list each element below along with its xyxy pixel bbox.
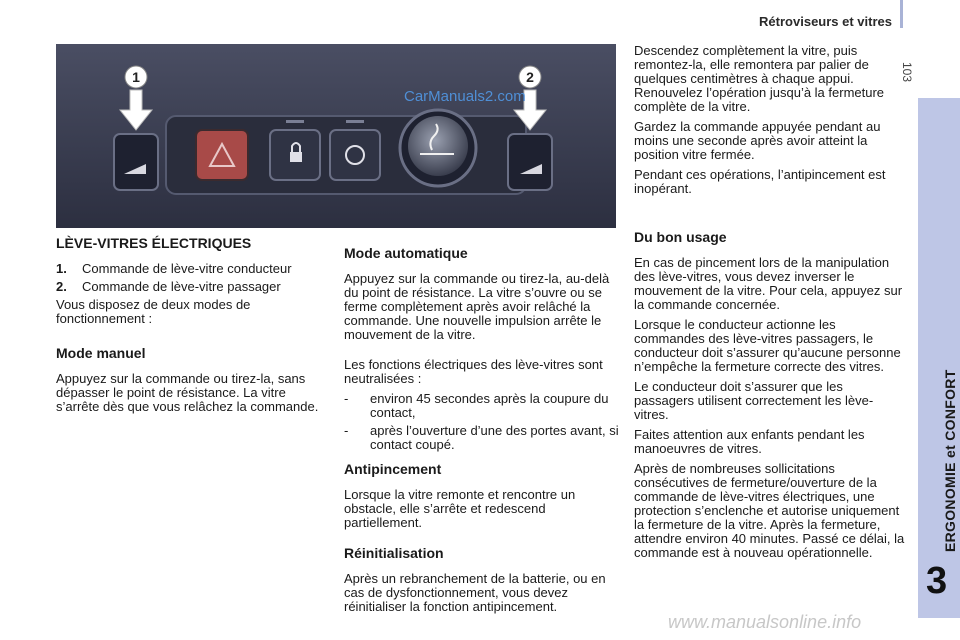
list-item <box>344 424 620 452</box>
reset-step-paragraph-2: Gardez la commande appuyée pendant au moins une seconde après avoir atteint la position vitre fermée. <box>634 119 881 162</box>
list-item <box>344 392 620 420</box>
manual-mode-text: Appuyez sur la commande ou tirez-la, sans dépasser le point de résistance. La vitre s’arrête dès que vous relâchez la commande. <box>56 371 319 414</box>
list-item <box>56 280 332 294</box>
child-lock-button <box>330 120 380 180</box>
usage-paragraph-3: Le conducteur doit s’assurer que les passagers utilisent correctement les lève-vitres. <box>634 379 874 422</box>
column-1 <box>56 236 332 420</box>
antipinch-heading: Antipincement <box>344 461 442 477</box>
driver-window-switch <box>114 134 158 190</box>
list-item-number: 1. <box>56 261 67 276</box>
page-header-title: Rétroviseurs et vitres <box>759 14 892 29</box>
manual-mode-heading: Mode manuel <box>56 345 146 361</box>
dash-list <box>344 392 620 452</box>
auto-mode-heading: Mode automatique <box>344 245 468 261</box>
reset-heading: Réinitialisation <box>344 545 444 561</box>
header-rule <box>900 0 903 28</box>
numbered-list <box>56 262 332 294</box>
callout-number-2: 2 <box>526 69 534 85</box>
list-item-text: Commande de lève-vitre passager <box>82 279 281 294</box>
list-item <box>56 262 332 276</box>
footer-watermark: www.manualsonline.info <box>668 612 862 632</box>
list-item-number: 2. <box>56 279 67 294</box>
antipinch-text: Lorsque la vitre remonte et rencontre un obstacle, elle s’arrête et redescend partiellement. <box>344 487 576 530</box>
auto-mode-paragraph-1: Appuyez sur la commande ou tirez-la, au-delà du point de résistance. La vitre s’ouvre ou se ferme complètement après avoir relâché la commande. Une nouvelle impulsion arrête le mouvement de la vitre. <box>344 271 610 342</box>
reset-text: Après un rebranchement de la batterie, ou en cas de dysfonctionnement, vous devez réinitialiser la fonction antipincement. <box>344 571 606 614</box>
reset-step-paragraph-1: Descendez complètement la vitre, puis remontez-la, elle remontera par palier de quelques centimètres à chaque appui. Renouvelez l’opération jusqu’à la fermeture complète de la vitre. <box>634 43 885 114</box>
callout-number-1: 1 <box>132 69 140 85</box>
list-item-dash: - <box>344 423 349 438</box>
usage-paragraph-1: En cas de pincement lors de la manipulation des lève-vitres, vous devez inverser le mouvement de la vitre. Pour cela, appuyez sur la commande concernée. <box>634 255 903 312</box>
chapter-tab-label: ERGONOMIE et CONFORT <box>942 369 958 552</box>
usage-paragraph-2: Lorsque le conducteur actionne les commandes des lève-vitres passagers, le conducteur doit s’assurer qu’aucune personne n’empêche la fermeture correcte des vitres. <box>634 317 901 374</box>
list-item-dash: - <box>344 391 349 406</box>
section-title: LÈVE-VITRES ÉLECTRIQUES <box>56 235 252 251</box>
column-2 <box>344 246 620 620</box>
passenger-window-switch <box>508 134 552 190</box>
auto-mode-paragraph-2: Les fonctions électriques des lève-vitres sont neutralisées : <box>344 357 603 386</box>
page-number: 103 <box>900 62 914 83</box>
reset-step-paragraph-3: Pendant ces opérations, l’antipincement est inopérant. <box>634 167 886 196</box>
list-item-text: après l’ouverture d’une des portes avant, si contact coupé. <box>370 423 619 452</box>
column-3 <box>634 44 906 566</box>
list-item-text: Commande de lève-vitre conducteur <box>82 261 292 276</box>
switch-panel-illustration <box>56 44 616 228</box>
list-item-text: environ 45 secondes après la coupure du contact, <box>370 391 609 420</box>
usage-paragraph-4: Faites attention aux enfants pendant les manoeuvres de vitres. <box>634 427 865 456</box>
hazard-button <box>196 130 248 180</box>
intro-paragraph: Vous disposez de deux modes de fonctionnement : <box>56 297 251 326</box>
cigar-lighter <box>400 110 476 186</box>
chapter-number: 3 <box>926 560 948 602</box>
central-lock-button <box>270 120 320 180</box>
usage-paragraph-5: Après de nombreuses sollicitations consécutives de fermeture/ouverture de la commande de lève-vitres électriques, une protection s’enclenche et autorise uniquement la fermeture de la vitre. Après la fermeture, attendre environ 40 minutes. Passé ce délai, la commande est à nouveau opérationnelle. <box>634 461 905 560</box>
good-usage-heading: Du bon usage <box>634 229 727 245</box>
photo-watermark: CarManuals2.com <box>404 88 526 105</box>
window-switch-photo <box>56 44 616 228</box>
